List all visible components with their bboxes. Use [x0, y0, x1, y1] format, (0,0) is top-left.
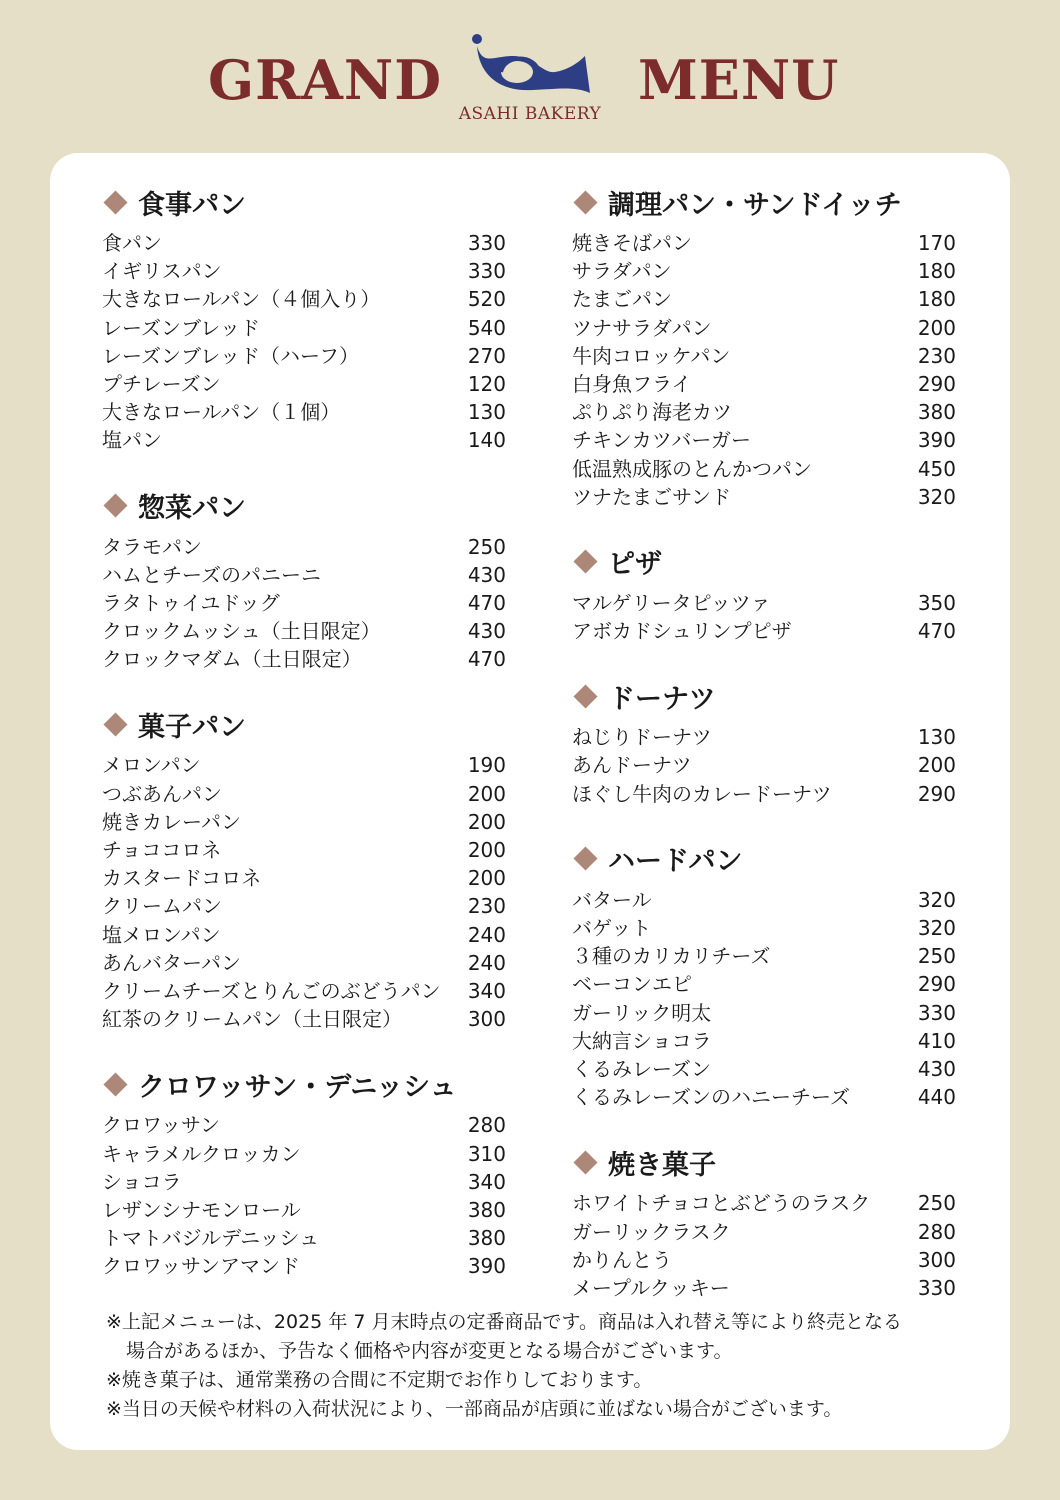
section-title — [572, 543, 958, 581]
item-name: クロックムッシュ（土日限定） — [102, 619, 381, 644]
item-name: メロンパン — [102, 753, 201, 778]
section-title-text: 菓子パン — [138, 711, 246, 743]
item-name: かりんとう — [572, 1247, 672, 1272]
item-price: 200 — [467, 781, 506, 806]
section-title — [102, 1065, 508, 1103]
item-name: 焼きカレーパン — [102, 809, 241, 834]
item-price: 390 — [467, 1254, 506, 1279]
left-column — [102, 183, 508, 1312]
menu-item — [572, 942, 958, 970]
horn-icon — [465, 30, 595, 100]
item-name: ねじりドーナツ — [572, 725, 712, 750]
menu-item — [102, 426, 508, 454]
item-price: 200 — [467, 866, 506, 891]
menu-item — [572, 229, 958, 257]
section-title-text: ハードパン — [608, 846, 743, 878]
menu-item — [572, 617, 958, 645]
section-title — [572, 677, 958, 715]
item-name: 焼きそばパン — [572, 231, 692, 255]
menu-item — [572, 723, 958, 751]
menu-item — [102, 751, 508, 779]
item-price: 430 — [917, 1056, 956, 1081]
menu-item — [102, 1005, 508, 1033]
menu-item — [572, 1055, 958, 1083]
item-name: あんドーナツ — [572, 753, 692, 778]
item-name: たまごパン — [572, 287, 672, 312]
section-title — [572, 840, 958, 878]
item-name: バタール — [572, 887, 652, 912]
menu-item — [102, 285, 508, 313]
item-price: 390 — [917, 428, 956, 453]
right-column — [572, 183, 958, 1334]
section-title — [102, 183, 508, 221]
diamond-bullet-icon — [103, 493, 127, 517]
menu-section — [102, 705, 508, 1033]
item-price: 320 — [917, 916, 956, 940]
item-price: 280 — [917, 1219, 956, 1244]
item-price: 230 — [917, 343, 956, 368]
item-price: 200 — [467, 838, 506, 862]
title-grand: GRAND — [208, 48, 443, 112]
item-name: 食パン — [102, 231, 162, 255]
diamond-bullet-icon — [573, 550, 597, 574]
item-name: クロワッサン — [102, 1113, 220, 1138]
item-name: くるみレーズンのハニーチーズ — [572, 1085, 850, 1110]
diamond-bullet-icon — [573, 847, 597, 871]
item-price: 450 — [917, 456, 956, 481]
title-menu: MENU — [638, 48, 840, 112]
item-price: 230 — [467, 894, 506, 919]
logo-text: ASAHI BAKERY — [458, 104, 602, 124]
menu-item — [572, 257, 958, 285]
diamond-bullet-icon — [573, 684, 597, 708]
menu-item — [102, 780, 508, 808]
item-name: チキンカツバーガー — [572, 428, 751, 453]
menu-item — [572, 999, 958, 1027]
item-name: マルゲリータピッツァ — [572, 590, 771, 615]
section-title-text: 惣菜パン — [138, 493, 246, 524]
menu-item — [102, 617, 508, 645]
section-title-text: 焼き菓子 — [608, 1149, 716, 1181]
item-name: ほぐし牛肉のカレードーナツ — [572, 781, 832, 806]
menu-item — [572, 426, 958, 454]
menu-item — [572, 1274, 958, 1302]
menu-section — [572, 183, 958, 511]
menu-item — [102, 1252, 508, 1280]
menu-item — [572, 455, 958, 483]
item-name: ３種のカリカリチーズ — [572, 944, 771, 969]
item-price: 380 — [467, 1226, 506, 1251]
header — [0, 0, 1060, 150]
menu-item — [102, 1224, 508, 1252]
item-price: 320 — [917, 484, 956, 509]
section-title — [572, 1143, 958, 1181]
menu-item — [102, 257, 508, 285]
item-name: タラモパン — [102, 534, 202, 559]
item-price: 330 — [917, 1275, 956, 1300]
menu-item — [572, 970, 958, 998]
item-price: 200 — [917, 315, 956, 340]
item-name: つぶあんパン — [102, 781, 222, 806]
section-title-text: ピザ — [608, 549, 662, 581]
menu-item — [572, 1246, 958, 1274]
item-name: ラタトゥイユドッグ — [102, 590, 280, 615]
menu-item — [572, 751, 958, 779]
item-name: ベーコンエピ — [572, 972, 692, 997]
diamond-bullet-icon — [573, 190, 597, 214]
menu-item — [572, 886, 958, 914]
menu-item — [572, 342, 958, 370]
menu-item — [572, 398, 958, 426]
menu-item — [102, 977, 508, 1005]
item-price: 410 — [917, 1028, 956, 1053]
item-name: あんバターパン — [102, 950, 241, 975]
item-price: 330 — [467, 231, 506, 255]
item-name: 白身魚フライ — [572, 371, 692, 396]
menu-section — [572, 1143, 958, 1302]
item-name: 紅茶のクリームパン（土日限定） — [102, 1007, 402, 1032]
item-name: 塩メロンパン — [102, 922, 221, 947]
item-price: 270 — [467, 343, 506, 368]
menu-item — [102, 370, 508, 398]
item-price: 380 — [917, 400, 956, 425]
menu-item — [572, 314, 958, 342]
item-price: 430 — [467, 619, 506, 644]
item-name: クロワッサンアマンド — [102, 1254, 300, 1279]
menu-item — [572, 1027, 958, 1055]
menu-item — [572, 589, 958, 617]
item-price: 290 — [917, 781, 956, 806]
item-name: レーズンブレッド — [102, 315, 260, 340]
item-name: アボカドシュリンプピザ — [572, 619, 792, 644]
menu-item — [572, 285, 958, 313]
item-price: 240 — [467, 950, 506, 975]
item-price: 520 — [467, 287, 506, 312]
item-price: 250 — [467, 534, 506, 559]
item-name: クリームパン — [102, 894, 222, 919]
diamond-bullet-icon — [573, 1150, 597, 1174]
menu-item — [102, 561, 508, 589]
section-title — [102, 705, 508, 743]
item-name: ガーリックラスク — [572, 1219, 731, 1244]
menu-item — [102, 921, 508, 949]
item-name: バゲット — [572, 916, 652, 940]
item-price: 240 — [467, 922, 506, 947]
item-price: 340 — [467, 1169, 506, 1194]
item-price: 540 — [467, 315, 506, 340]
item-price: 300 — [917, 1247, 956, 1272]
item-name: トマトバジルデニッシュ — [102, 1226, 320, 1251]
section-title-text: 食事パン — [138, 189, 246, 221]
menu-item — [102, 808, 508, 836]
menu-section — [572, 543, 958, 645]
item-price: 290 — [917, 972, 956, 997]
item-name: ハムとチーズのパニーニ — [102, 562, 321, 587]
menu-item — [102, 589, 508, 617]
section-title — [572, 183, 958, 221]
menu-item — [572, 1189, 958, 1217]
menu-item — [102, 645, 508, 673]
item-price: 120 — [467, 371, 506, 396]
menu-item — [102, 1196, 508, 1224]
item-price: 170 — [917, 231, 956, 255]
item-price: 330 — [467, 259, 506, 284]
menu-item — [572, 370, 958, 398]
item-price: 200 — [467, 809, 506, 834]
menu-section — [572, 677, 958, 808]
diamond-bullet-icon — [103, 190, 127, 214]
item-name: ショコラ — [102, 1169, 182, 1194]
item-price: 380 — [467, 1197, 506, 1222]
item-name: ホワイトチョコとぶどうのラスク — [572, 1191, 871, 1216]
item-price: 470 — [467, 647, 506, 672]
item-price: 130 — [917, 725, 956, 750]
diamond-bullet-icon — [103, 1072, 127, 1096]
diamond-bullet-icon — [103, 712, 127, 736]
item-name: レザンシナモンロール — [102, 1197, 301, 1222]
item-price: 190 — [467, 753, 506, 778]
item-price: 280 — [467, 1113, 506, 1138]
item-name: クロックマダム（土日限定） — [102, 647, 362, 672]
menu-item — [102, 1111, 508, 1139]
note-line: ※当日の天候や材料の入荷状況により、一部商品が店頭に並ばない場合がございます。 — [106, 1398, 843, 1420]
note-line: ※焼き菓子は、通常業務の合間に不定期でお作りしております。 — [106, 1369, 653, 1391]
menu-item — [572, 780, 958, 808]
item-price: 300 — [467, 1007, 506, 1032]
item-name: 大きなロールパン（１個） — [102, 400, 341, 425]
item-price: 250 — [917, 944, 956, 969]
item-price: 200 — [917, 753, 956, 778]
section-title-text: ドーナツ — [608, 683, 716, 715]
item-price: 470 — [917, 619, 956, 644]
item-name: 大きなロールパン（４個入り） — [102, 287, 381, 312]
menu-item — [102, 229, 508, 257]
menu-item — [102, 949, 508, 977]
section-title-text: クロワッサン・デニッシュ — [138, 1071, 457, 1103]
menu-item — [102, 1140, 508, 1168]
item-price: 430 — [467, 562, 506, 587]
section-title-text: 調理パン・サンドイッチ — [608, 189, 902, 221]
item-name: メープルクッキー — [572, 1275, 730, 1300]
item-name: ツナサラダパン — [572, 315, 712, 340]
menu-section — [102, 183, 508, 455]
item-name: サラダパン — [572, 259, 672, 284]
menu-item — [102, 342, 508, 370]
item-price: 250 — [917, 1191, 956, 1216]
notes — [106, 1308, 986, 1424]
note-line: ※上記メニューは、2025 年 7 月末時点の定番商品です。商品は入れ替え等により終売となる — [106, 1311, 902, 1333]
menu-item — [572, 914, 958, 942]
menu-section — [102, 487, 508, 674]
item-price: 320 — [917, 887, 956, 912]
section-title — [102, 487, 508, 525]
item-price: 350 — [917, 590, 956, 615]
item-price: 140 — [467, 428, 506, 453]
item-price: 130 — [467, 400, 506, 425]
item-name: ツナたまごサンド — [572, 484, 731, 509]
item-name: プチレーズン — [102, 371, 221, 396]
item-price: 310 — [467, 1141, 506, 1166]
menu-item — [572, 1218, 958, 1246]
item-name: カスタードコロネ — [102, 866, 262, 891]
item-name: ガーリック明太 — [572, 1000, 712, 1025]
item-price: 470 — [467, 590, 506, 615]
item-name: 牛肉コロッケパン — [572, 343, 731, 368]
menu-section — [102, 1065, 508, 1280]
bakery-logo — [455, 30, 605, 130]
item-name: レーズンブレッド（ハーフ） — [102, 343, 359, 368]
item-name: 大納言ショコラ — [572, 1028, 712, 1053]
item-name: くるみレーズン — [572, 1056, 711, 1081]
menu-item — [102, 864, 508, 892]
item-price: 340 — [467, 978, 506, 1003]
note-line: 場合があるほか、予告なく価格や内容が変更となる場合がございます。 — [126, 1340, 733, 1362]
item-name: キャラメルクロッカン — [102, 1141, 301, 1166]
menu-item — [102, 1168, 508, 1196]
item-price: 330 — [917, 1000, 956, 1025]
menu-item — [102, 892, 508, 920]
menu-item — [572, 483, 958, 511]
menu-card — [50, 153, 1010, 1450]
item-name: クリームチーズとりんごのぶどうパン — [102, 978, 441, 1003]
item-name: 塩パン — [102, 428, 162, 453]
menu-section — [572, 840, 958, 1112]
item-name: チョココロネ — [102, 838, 222, 862]
menu-item — [102, 314, 508, 342]
item-price: 180 — [917, 259, 956, 284]
item-price: 290 — [917, 371, 956, 396]
menu-item — [102, 836, 508, 864]
item-name: イギリスパン — [102, 259, 222, 284]
item-name: 低温熟成豚のとんかつパン — [572, 456, 812, 481]
menu-item — [102, 533, 508, 561]
item-name: ぷりぷり海老カツ — [572, 400, 732, 425]
menu-item — [102, 398, 508, 426]
item-price: 180 — [917, 287, 956, 312]
item-price: 440 — [917, 1085, 956, 1110]
menu-item — [572, 1083, 958, 1111]
